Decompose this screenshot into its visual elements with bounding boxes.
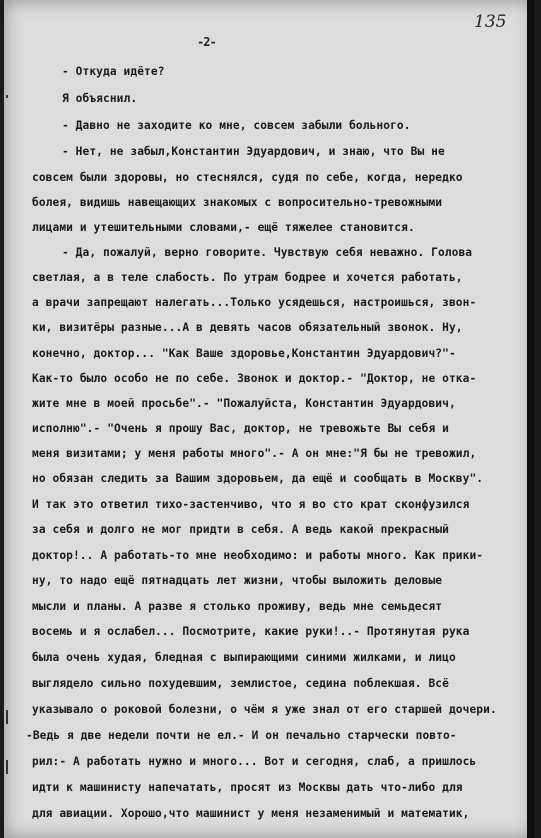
text-line: совсем были здоровы, но стеснялся, судя по себе, когда, нередко <box>32 171 463 184</box>
text-line: для авиации. Хорошо,что машинист у меня незаменимый и математик, <box>32 807 470 820</box>
text-line: а врачи запрещают налегать...Только усядешься, настроишься, звон- <box>32 296 477 309</box>
text-line: жите мне в моей просьбе".- "Пожалуйста, Константин Эдуардович, <box>32 397 456 410</box>
text-line: мысли и планы. А разве я столько проживу, ведь мне семьдесят <box>32 600 443 613</box>
text-line: идти к машинисту напечатать, просят из Москвы дать что-либо для <box>32 781 463 794</box>
text-line: доктор!.. А работать-то мне необходимо: и работы много. Как прики- <box>32 549 484 562</box>
document-page <box>4 0 534 838</box>
text-line: но обязан следить за Вашим здоровьем, да ещё и сообщать в Москву". <box>32 472 484 485</box>
page-number: 135 <box>474 12 507 32</box>
text-line: И так это ответил тихо-застенчиво, что я во сто крат сконфузился <box>32 498 470 511</box>
text-line: рил:- А работать нужно и много... Вот и сегодня, слаб, а пришлось <box>32 755 477 768</box>
text-line: меня визитами; у меня работы много".- А он мне:"Я бы не тревожил, <box>32 447 477 460</box>
text-line: ки, визитёры разные...А в девять часов обязательный звонок. Ну, <box>32 321 463 334</box>
text-line: указывало о роковой болезни, о чём я уже знал от его старшей дочери. <box>32 703 497 716</box>
text-line: ну, то надо ещё пятнадцать лет жизни, чтобы выложить деловые <box>32 574 443 587</box>
text-line: исполню".- "Очень я прошу Вас, доктор, не тревожьте Вы себя и <box>32 422 449 435</box>
text-line: болея, видишь навещающих знакомых с вопросительно-тревожными <box>32 196 443 209</box>
text-line: была очень худая, бледная с выпирающими синими жилками, и лицо <box>32 651 456 664</box>
text-line: выглядело сильно похудевшим, землистое, седина поблекшая. Всё <box>32 677 449 690</box>
margin-mark <box>6 95 8 98</box>
text-line: за себя и долго не мог придти в себя. А ведь какой прекрасный <box>32 523 449 536</box>
margin-mark <box>6 760 8 774</box>
text-line: - Давно не заходите ко мне, совсем забыли больного. <box>62 119 411 132</box>
page-edge-shadow <box>527 0 534 838</box>
text-line: -Ведь я две недели почти не ел.- И он печально старчески повто- <box>26 729 457 742</box>
text-line: конечно, доктор... "Как Ваше здоровье,Константин Эдуардович?"- <box>32 347 456 360</box>
text-line: восемь и я ослабел... Посмотрите, какие руки!..- Протянутая рука <box>32 625 470 638</box>
text-line: светлая, а в теле слабость. По утрам бодрее и хочется работать, <box>32 271 463 284</box>
margin-mark <box>6 710 8 724</box>
text-line: - Да, пожалуй, верно говорите. Чувствую себя неважно. Голова <box>62 246 473 259</box>
header-mark: -2- <box>197 35 216 49</box>
text-line: - Откуда идёте? <box>62 65 165 78</box>
text-line: лицами и утешительными словами,- ещё тяжелее становится. <box>32 221 415 234</box>
text-line: - Нет, не забыл,Константин Эдуардович, и знаю, что Вы не <box>62 145 445 158</box>
text-line: Я объяснил. <box>62 92 138 105</box>
text-line: Как-то было особо не по себе. Звонок и доктор.- "Доктор, не отка- <box>32 372 477 385</box>
